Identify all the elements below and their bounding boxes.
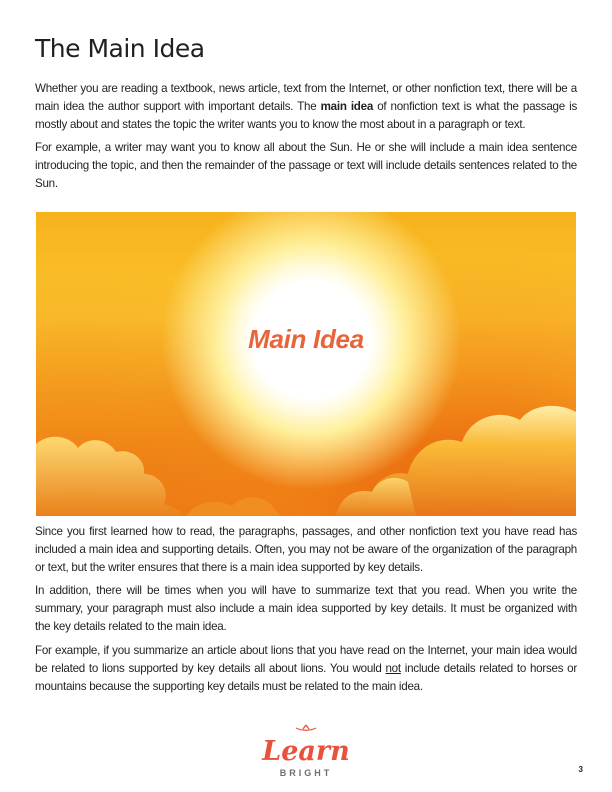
main-idea-label: Main Idea	[248, 324, 364, 354]
clouds-illustration	[36, 212, 576, 516]
sun-example-paragraph: For example, a writer may want you to know all about the Sun. He or she will include a main idea sentence introducing the topic, and then the remainder of the passage or text will include details sentences related to the Sun.	[35, 141, 577, 191]
intro-text-start: Whether you are reading a textbook, news article, text from the Internet, or other nonfiction text, there will be a main idea the author support with important details. The	[35, 82, 577, 114]
mid-cloud	[186, 497, 280, 516]
sun-image	[36, 212, 576, 516]
summary-paragraph: In addition, there will be times when you will have to summarize text that you read. When you write the summary, your paragraph must also include a main idea supported by key details. It must be organized with the key details related to the main idea.	[35, 584, 577, 634]
lions-text-end: include details related to horses or mountains because the supporting key details must be related to the main idea.	[35, 662, 577, 694]
page-title: The Main Idea	[35, 34, 205, 63]
lions-example-paragraph	[35, 642, 577, 697]
learn-bright-logo	[252, 722, 360, 782]
page-number: 3	[578, 765, 583, 774]
logo-mark-icon	[296, 725, 316, 730]
supporting-details-paragraph: Since you first learned how to read, the paragraphs, passages, and other nonfiction text you have read has included a main idea and supporting details. Often, you may not be aware of the organization of the paragraph or text, but the writer ensures that there is a main idea supported by key details.	[35, 525, 577, 575]
main-idea-term: main idea	[320, 100, 374, 114]
intro-text-end: of nonfiction text is what the passage is mostly about and states the topic the writer wants you to know the most about in a paragraph or text.	[35, 100, 577, 132]
right-cloud	[336, 406, 576, 516]
logo-word: Learn	[262, 736, 350, 767]
logo-subword: BRIGHT	[279, 768, 333, 778]
left-cloud	[36, 437, 184, 516]
lions-text-start: For example, if you summarize an article about lions that you have read on the Internet, your main idea would be related to lions supported by key details all about lions. You would	[35, 644, 577, 676]
intro-paragraph	[35, 80, 577, 135]
not-emphasis: not	[385, 662, 401, 676]
